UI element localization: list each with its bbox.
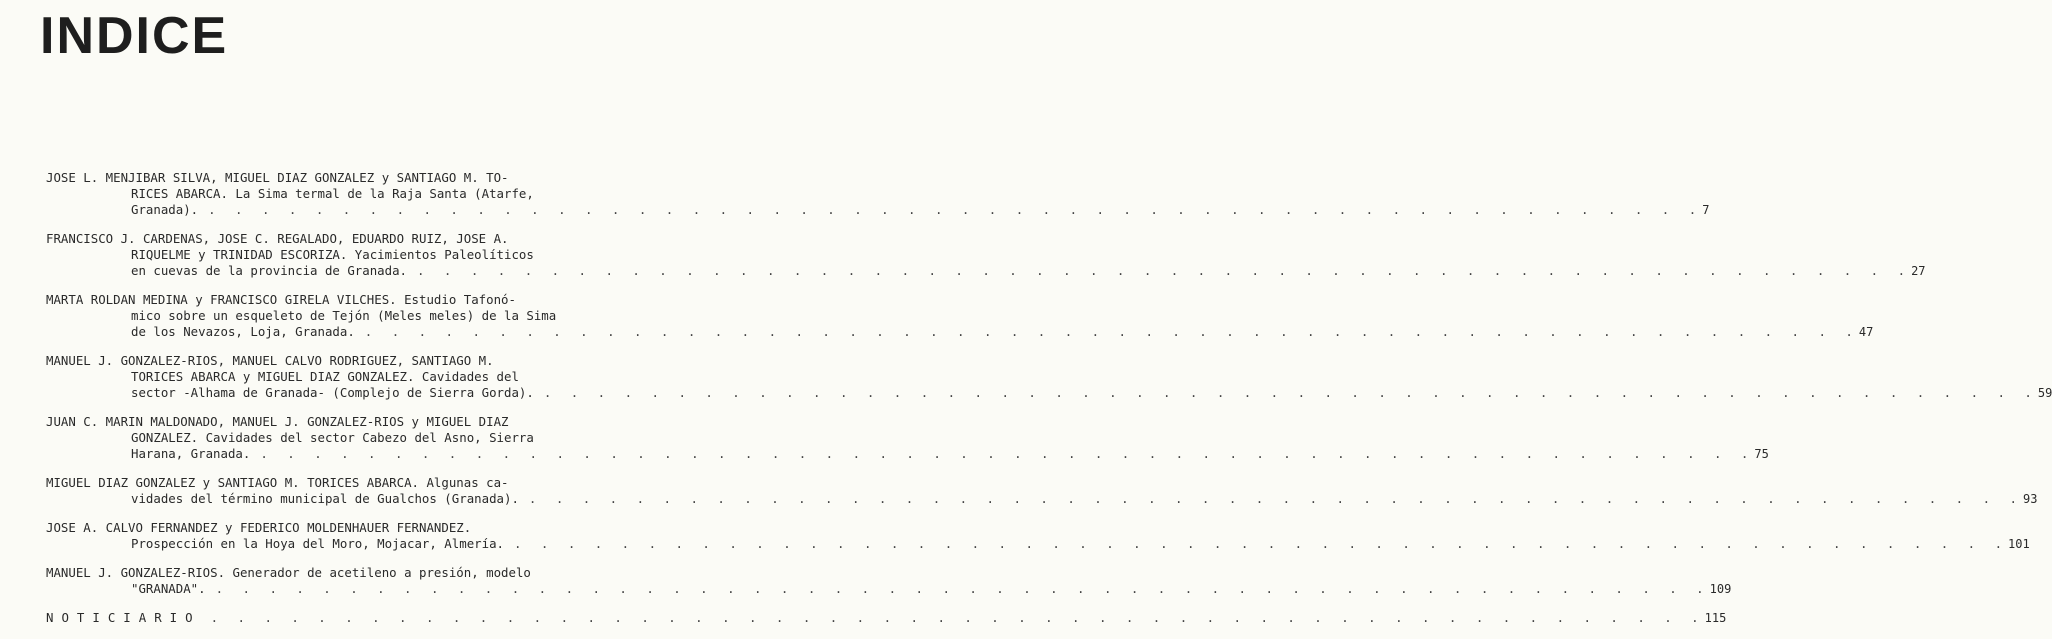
toc-entry[interactable] (46, 414, 1769, 462)
toc-entry[interactable] (46, 475, 2038, 507)
page-number: 47 (1858, 325, 1874, 339)
dot-leader: . . . . . . . . . . . . . . . . . . . . . . . . . . . . . . . . . . . . . . . . . . . . . . . . . . . . . . . . (215, 581, 1710, 596)
toc-entry-last-line: "GRANADA". (131, 581, 206, 596)
toc-entry-noticiario[interactable] (46, 610, 1727, 626)
dot-leader: . . . . . . . . . . . . . . . . . . . . . . . . . . . . . . . . . . . . . . . . . . . . . . . . . . . . . . . . (210, 610, 1705, 625)
page-number: 75 (1754, 447, 1769, 461)
toc-entry[interactable] (46, 231, 1926, 279)
noticiario-label: NOTICIARIO (46, 610, 201, 625)
toc-entry-last-line: vidades del término municipal de Gualchos (Granada). (131, 491, 519, 506)
toc-entry-last-line: de los Nevazos, Loja, Granada. (131, 324, 355, 339)
toc-entry-last-line: Harana, Granada. (131, 446, 251, 461)
toc-entry-last-line: Prospección en la Hoya del Moro, Mojacar, Almería. (131, 536, 504, 551)
toc-entry-line: MANUEL J. GONZALEZ-RIOS, MANUEL CALVO RODRIGUEZ, SANTIAGO M. (46, 353, 494, 368)
toc-entry-line: FRANCISCO J. CARDENAS, JOSE C. REGALADO, EDUARDO RUIZ, JOSE A. (46, 231, 509, 246)
toc-entry-line: mico sobre un esqueleto de Tejón (Meles meles) de la Sima (131, 308, 557, 323)
toc-entry-last-line: en cuevas de la provincia de Granada. (131, 263, 408, 278)
toc-entry[interactable] (46, 565, 1732, 597)
toc-entry-last-line: Granada). (131, 202, 199, 217)
dot-leader: . . . . . . . . . . . . . . . . . . . . . . . . . . . . . . . . . . . . . . . . . . . . . . . . . . . . . . . . (417, 263, 1912, 278)
dot-leader: . . . . . . . . . . . . . . . . . . . . . . . . . . . . . . . . . . . . . . . . . . . . . . . . . . . . . . . . (514, 536, 2009, 551)
toc-entry-line: JUAN C. MARIN MALDONADO, MANUEL J. GONZALEZ-RIOS y MIGUEL DIAZ (46, 414, 509, 429)
toc-entry[interactable] (46, 520, 2030, 552)
toc-entry[interactable] (46, 353, 2052, 401)
toc-entry-line: JOSE A. CALVO FERNANDEZ y FEDERICO MOLDENHAUER FERNANDEZ. (46, 520, 472, 535)
toc-entry-line: GONZALEZ. Cavidades del sector Cabezo del Asno, Sierra (131, 430, 534, 445)
dot-leader: . . . . . . . . . . . . . . . . . . . . . . . . . . . . . . . . . . . . . . . . . . . . . . . . . . . . . . . . (364, 324, 1859, 339)
toc-entry-line: TORICES ABARCA y MIGUEL DIAZ GONZALEZ. Cavidades del (131, 369, 519, 384)
toc-entry-line: MIGUEL DIAZ GONZALEZ y SANTIAGO M. TORICES ABARCA. Algunas ca- (46, 475, 509, 490)
toc-entry-line: RICES ABARCA. La Sima termal de la Raja Santa (Atarfe, (131, 186, 534, 201)
page-number: 7 (1702, 203, 1710, 217)
dot-leader: . . . . . . . . . . . . . . . . . . . . . . . . . . . . . . . . . . . . . . . . . . . . . . . . . . . . . . . . (543, 385, 2038, 400)
toc-entry-line: MARTA ROLDAN MEDINA y FRANCISCO GIRELA VILCHES. Estudio Tafonó- (46, 292, 516, 307)
toc-entry[interactable] (46, 292, 1874, 340)
toc-entry-line: MANUEL J. GONZALEZ-RIOS. Generador de acetileno a presión, modelo (46, 565, 531, 580)
toc-entry[interactable] (46, 170, 1710, 218)
toc-list (46, 170, 2052, 639)
page-number: 59 (2037, 386, 2052, 400)
page-title: INDICE (40, 7, 229, 65)
page-number: 101 (2008, 537, 2030, 551)
toc-entry-line: RIQUELME y TRINIDAD ESCORIZA. Yacimientos Paleolíticos (131, 247, 534, 262)
toc-entry-line: JOSE L. MENJIBAR SILVA, MIGUEL DIAZ GONZALEZ y SANTIAGO M. TO- (46, 170, 509, 185)
page-number: 109 (1709, 582, 1732, 596)
toc-entry-last-line: sector -Alhama de Granada- (Complejo de Sierra Gorda). (131, 385, 534, 400)
dot-leader: . . . . . . . . . . . . . . . . . . . . . . . . . . . . . . . . . . . . . . . . . . . . . . . . . . . . . . . . (208, 202, 1703, 217)
page-number: 93 (2022, 492, 2038, 506)
dot-leader: . . . . . . . . . . . . . . . . . . . . . . . . . . . . . . . . . . . . . . . . . . . . . . . . . . . . . . . . (260, 446, 1755, 461)
dot-leader: . . . . . . . . . . . . . . . . . . . . . . . . . . . . . . . . . . . . . . . . . . . . . . . . . . . . . . . . (528, 491, 2023, 506)
page-number: 27 (1911, 264, 1926, 278)
page-number: 115 (1704, 611, 1727, 625)
